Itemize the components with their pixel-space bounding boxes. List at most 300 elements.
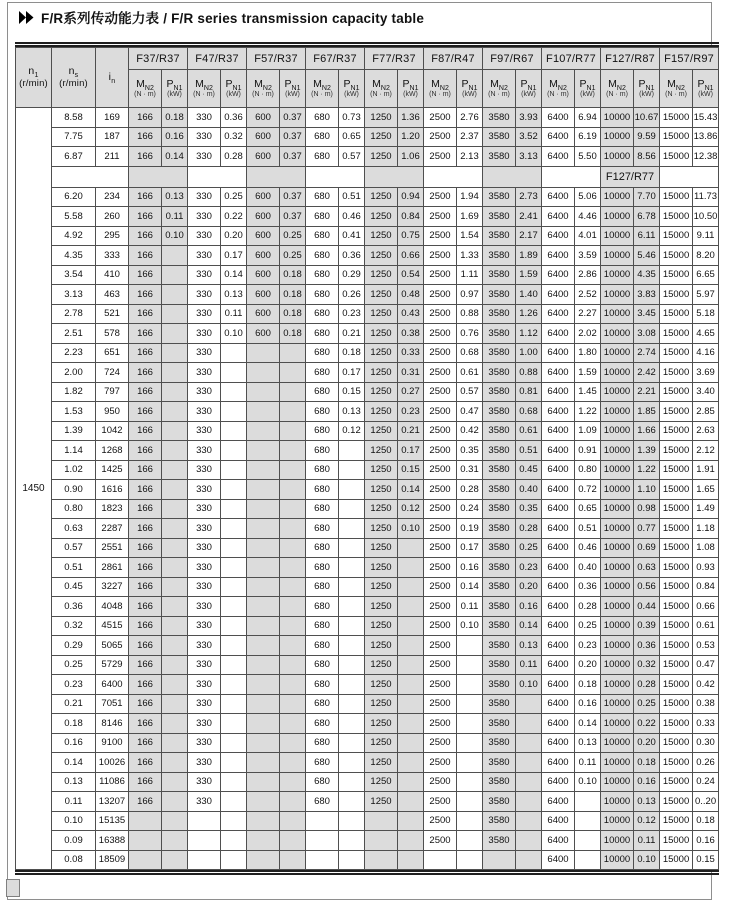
pn1-cell (339, 538, 365, 558)
pn1-cell (221, 421, 247, 441)
pn1-cell: 0.22 (634, 714, 660, 734)
pn1-cell: 0.28 (221, 147, 247, 167)
mn2-cell: 2500 (424, 831, 457, 851)
mn2-cell: 680 (306, 538, 339, 558)
table-row (16, 733, 719, 753)
pn1-subheader: $P_{N1}$ (kW) (575, 70, 601, 108)
mn2-cell: 680 (306, 480, 339, 500)
mn2-cell: 330 (188, 304, 221, 324)
mn2-cell: 10000 (601, 187, 634, 207)
pn1-cell: 0.18 (634, 753, 660, 773)
mn2-cell: 10000 (601, 265, 634, 285)
pn1-cell (398, 577, 424, 597)
mn2-cell: 15000 (660, 441, 693, 461)
pn1-cell (516, 850, 542, 870)
mn2-cell: 680 (306, 226, 339, 246)
pn1-cell: 0.17 (221, 246, 247, 266)
in-cell: 15135 (96, 811, 129, 831)
mn2-cell: 1250 (365, 636, 398, 656)
pn1-cell: 0.24 (693, 772, 719, 792)
pn1-cell (339, 811, 365, 831)
pn1-cell: 3.93 (516, 108, 542, 128)
in-cell: 11086 (96, 772, 129, 792)
pn1-cell: 1.45 (575, 382, 601, 402)
pn1-cell: 0.36 (221, 108, 247, 128)
pn1-cell: 1.18 (693, 519, 719, 539)
mn2-cell (247, 558, 280, 578)
pn1-cell: 0.10 (457, 616, 483, 636)
pn1-cell: 0.72 (575, 480, 601, 500)
mn2-cell: 166 (129, 187, 162, 207)
mn2-cell: 15000 (660, 127, 693, 147)
pn1-cell: 0.46 (339, 207, 365, 227)
mn2-cell: 2500 (424, 558, 457, 578)
mn2-cell: 3580 (483, 811, 516, 831)
mn2-cell: 15000 (660, 304, 693, 324)
mn2-cell: 3580 (483, 733, 516, 753)
mn2-cell: 330 (188, 499, 221, 519)
pn1-cell: 0.57 (457, 382, 483, 402)
pn1-cell (457, 636, 483, 656)
pn1-cell: 0.16 (575, 694, 601, 714)
ns-cell: 0.29 (52, 636, 96, 656)
separator-merged-cell (188, 166, 247, 187)
mn2-cell: 15000 (660, 850, 693, 870)
pn1-cell (516, 714, 542, 734)
table-row (16, 441, 719, 461)
column-group-header-f127-r87: F127/R87 (601, 48, 660, 70)
pn1-cell (457, 655, 483, 675)
mn2-cell: 1250 (365, 558, 398, 578)
mn2-cell: 6400 (542, 421, 575, 441)
in-cell: 10026 (96, 753, 129, 773)
pn1-cell: 0.15 (339, 382, 365, 402)
mn2-cell: 1250 (365, 480, 398, 500)
ns-cell: 0.80 (52, 499, 96, 519)
pn1-cell (162, 558, 188, 578)
pn1-cell: 0.40 (575, 558, 601, 578)
mn2-cell: 10000 (601, 108, 634, 128)
pn1-cell: 2.74 (634, 343, 660, 363)
mn2-cell: 1250 (365, 499, 398, 519)
mn2-cell: 2500 (424, 226, 457, 246)
pn1-cell (575, 792, 601, 812)
table-row (16, 402, 719, 422)
pn1-cell (398, 753, 424, 773)
mn2-cell: 600 (247, 265, 280, 285)
mn2-cell: 10000 (601, 421, 634, 441)
in-cell: 4515 (96, 616, 129, 636)
mn2-cell: 15000 (660, 655, 693, 675)
mn2-cell: 3580 (483, 460, 516, 480)
mn2-cell: 166 (129, 558, 162, 578)
mn2-cell: 330 (188, 519, 221, 539)
pn1-cell (221, 636, 247, 656)
pn1-cell: 0.13 (575, 733, 601, 753)
pn1-cell: 0.37 (280, 108, 306, 128)
pn1-cell: 0.68 (457, 343, 483, 363)
pn1-cell: 0.17 (457, 538, 483, 558)
pn1-cell: 0.18 (280, 304, 306, 324)
pn1-cell: 1.80 (575, 343, 601, 363)
mn2-cell: 2500 (424, 421, 457, 441)
mn2-cell (247, 343, 280, 363)
pn1-cell: 5.50 (575, 147, 601, 167)
table-row (16, 811, 719, 831)
mn2-cell (247, 460, 280, 480)
mn2-cell: 2500 (424, 519, 457, 539)
pn1-cell (575, 811, 601, 831)
mn2-cell: 15000 (660, 147, 693, 167)
pn1-cell (280, 538, 306, 558)
pn1-cell (162, 324, 188, 344)
mn2-cell: 1250 (365, 714, 398, 734)
pn1-cell: 1.91 (693, 460, 719, 480)
mn2-cell: 10000 (601, 226, 634, 246)
mn2-cell: 6400 (542, 694, 575, 714)
mn2-cell: 10000 (601, 675, 634, 695)
mn2-cell (247, 597, 280, 617)
pn1-cell: 0.91 (575, 441, 601, 461)
in-cell: 1268 (96, 441, 129, 461)
pn1-cell: 0.15 (398, 460, 424, 480)
mn2-cell: 600 (247, 304, 280, 324)
ns-cell: 2.00 (52, 363, 96, 383)
mn2-cell: 10000 (601, 597, 634, 617)
pn1-cell: 0.66 (693, 597, 719, 617)
pn1-cell: 0.37 (280, 187, 306, 207)
mn2-cell: 6400 (542, 285, 575, 305)
mn2-cell: 1250 (365, 285, 398, 305)
mn2-cell: 2500 (424, 108, 457, 128)
pn1-cell: 9.59 (634, 127, 660, 147)
pn1-cell: 0.15 (693, 850, 719, 870)
mn2-cell: 3580 (483, 324, 516, 344)
pn1-cell: 0.93 (693, 558, 719, 578)
mn2-cell: 15000 (660, 675, 693, 695)
pn1-cell: 0.16 (457, 558, 483, 578)
ns-cell: 6.87 (52, 147, 96, 167)
mn2-cell: 6400 (542, 499, 575, 519)
ns-cell: 0.10 (52, 811, 96, 831)
mn2-cell: 166 (129, 655, 162, 675)
pn1-cell: 1.22 (575, 402, 601, 422)
mn2-cell: 1250 (365, 441, 398, 461)
pn1-cell: 0.14 (575, 714, 601, 734)
table-row (16, 714, 719, 734)
pn1-cell: 6.11 (634, 226, 660, 246)
pn1-cell (162, 694, 188, 714)
pn1-cell: 0.13 (162, 187, 188, 207)
next-section-cut-square (6, 879, 20, 897)
pn1-cell: 5.06 (575, 187, 601, 207)
pn1-cell (339, 753, 365, 773)
pn1-cell (162, 460, 188, 480)
pn1-cell: 0.37 (280, 147, 306, 167)
pn1-cell: 0.40 (516, 480, 542, 500)
mn2-cell: 2500 (424, 402, 457, 422)
ns-cell: 0.16 (52, 733, 96, 753)
mn2-cell: 1250 (365, 127, 398, 147)
pn1-cell: 0..20 (693, 792, 719, 812)
pn1-cell (280, 636, 306, 656)
mn2-cell: 1250 (365, 792, 398, 812)
table-row (16, 285, 719, 305)
pn1-cell: 6.19 (575, 127, 601, 147)
ns-cell: 0.09 (52, 831, 96, 851)
mn2-cell: 6400 (542, 655, 575, 675)
pn1-cell (221, 655, 247, 675)
pn1-cell (339, 792, 365, 812)
pn1-cell (280, 480, 306, 500)
pn1-cell: 0.26 (339, 285, 365, 305)
mn2-cell: 6400 (542, 441, 575, 461)
pn1-cell (221, 811, 247, 831)
mn2-cell (247, 538, 280, 558)
mn2-cell: 3580 (483, 285, 516, 305)
pn1-cell (339, 441, 365, 461)
mn2-cell: 15000 (660, 519, 693, 539)
mn2-cell: 3580 (483, 694, 516, 714)
pn1-cell: 1.09 (575, 421, 601, 441)
mn2-cell: 15000 (660, 636, 693, 656)
mn2-cell: 680 (306, 108, 339, 128)
mn2-cell: 330 (188, 127, 221, 147)
mn2-cell: 6400 (542, 480, 575, 500)
mn2-cell: 330 (188, 265, 221, 285)
mn2-cell (247, 519, 280, 539)
pn1-cell (221, 714, 247, 734)
mn2-cell: 15000 (660, 108, 693, 128)
mn2-cell: 166 (129, 147, 162, 167)
pn1-cell: 0.21 (398, 421, 424, 441)
mn2-cell: 600 (247, 108, 280, 128)
mn2-cell: 3580 (483, 753, 516, 773)
pn1-subheader: $P_{N1}$ (kW) (339, 70, 365, 108)
mn2-cell: 330 (188, 147, 221, 167)
mn2-cell: 1250 (365, 324, 398, 344)
in-cell: 1425 (96, 460, 129, 480)
pn1-cell (280, 792, 306, 812)
table-row (16, 187, 719, 207)
mn2-cell (247, 577, 280, 597)
pn1-cell (339, 558, 365, 578)
table-row (16, 480, 719, 500)
pn1-cell: 0.11 (162, 207, 188, 227)
mn2-cell: 15000 (660, 363, 693, 383)
in-cell: 234 (96, 187, 129, 207)
mn2-cell: 166 (129, 480, 162, 500)
pn1-cell (162, 519, 188, 539)
pn1-cell: 8.20 (693, 246, 719, 266)
capacity-table (15, 47, 719, 870)
capacity-table-wrap (15, 42, 719, 875)
mn2-cell: 330 (188, 597, 221, 617)
mn2-cell: 166 (129, 363, 162, 383)
in-cell: 187 (96, 127, 129, 147)
pn1-cell (221, 577, 247, 597)
mn2-subheader: $M_{N2}$ (N · m) (601, 70, 634, 108)
pn1-cell (162, 675, 188, 695)
in-cell: 578 (96, 324, 129, 344)
in-cell: 950 (96, 402, 129, 422)
mn2-cell: 6400 (542, 226, 575, 246)
pn1-cell: 0.47 (693, 655, 719, 675)
pn1-cell: 0.20 (634, 733, 660, 753)
pn1-cell: 0.28 (516, 519, 542, 539)
pn1-cell: 0.12 (398, 499, 424, 519)
pn1-cell (162, 597, 188, 617)
mn2-cell (247, 675, 280, 695)
mn2-cell: 680 (306, 558, 339, 578)
mn2-cell (247, 655, 280, 675)
mn2-cell (247, 811, 280, 831)
mn2-cell: 680 (306, 343, 339, 363)
table-bottom-double-rule (15, 870, 719, 875)
pn1-cell: 1.65 (693, 480, 719, 500)
pn1-cell (457, 772, 483, 792)
pn1-cell: 0.35 (457, 441, 483, 461)
ns-cell: 1.02 (52, 460, 96, 480)
pn1-cell: 3.13 (516, 147, 542, 167)
n1-value: 1450 (16, 108, 52, 870)
pn1-cell: 0.18 (162, 108, 188, 128)
mn2-cell: 166 (129, 285, 162, 305)
mn2-cell (306, 850, 339, 870)
pn1-cell: 0.51 (575, 519, 601, 539)
pn1-cell (280, 655, 306, 675)
pn1-cell: 1.40 (516, 285, 542, 305)
separator-merged-cell (365, 166, 424, 187)
mn2-cell: 600 (247, 246, 280, 266)
pn1-cell: 6.65 (693, 265, 719, 285)
mn2-subheader: $M_{N2}$ (N · m) (660, 70, 693, 108)
mn2-cell (247, 792, 280, 812)
pn1-cell: 0.77 (634, 519, 660, 539)
mn2-cell: 15000 (660, 187, 693, 207)
in-cell: 5065 (96, 636, 129, 656)
pn1-cell (516, 733, 542, 753)
pn1-cell: 0.16 (516, 597, 542, 617)
mn2-cell (247, 753, 280, 773)
pn1-cell: 0.80 (575, 460, 601, 480)
pn1-cell: 2.02 (575, 324, 601, 344)
mn2-cell: 6400 (542, 792, 575, 812)
pn1-cell: 0.61 (693, 616, 719, 636)
table-row (16, 831, 719, 851)
mn2-cell: 680 (306, 636, 339, 656)
pn1-cell: 0.46 (575, 538, 601, 558)
mn2-cell: 1250 (365, 187, 398, 207)
pn1-cell: 1.00 (516, 343, 542, 363)
mn2-cell: 6400 (542, 324, 575, 344)
pn1-cell: 0.36 (634, 636, 660, 656)
mn2-cell: 6400 (542, 382, 575, 402)
title-arrow-icon (19, 11, 34, 24)
pn1-cell: 0.76 (457, 324, 483, 344)
mn2-cell: 600 (247, 147, 280, 167)
pn1-cell: 0.51 (516, 441, 542, 461)
pn1-cell: 1.85 (634, 402, 660, 422)
in-cell: 13207 (96, 792, 129, 812)
mn2-cell: 2500 (424, 187, 457, 207)
mn2-cell: 10000 (601, 694, 634, 714)
pn1-cell (162, 343, 188, 363)
table-row (16, 792, 719, 812)
mn2-cell: 2500 (424, 636, 457, 656)
mn2-cell: 1250 (365, 694, 398, 714)
pn1-cell (575, 850, 601, 870)
pn1-cell: 1.12 (516, 324, 542, 344)
mn2-cell: 3580 (483, 831, 516, 851)
mn2-cell (247, 363, 280, 383)
pn1-subheader: $P_{N1}$ (kW) (162, 70, 188, 108)
mn2-cell: 680 (306, 460, 339, 480)
pn1-cell (398, 831, 424, 851)
mn2-cell (247, 402, 280, 422)
mn2-cell: 680 (306, 577, 339, 597)
pn1-cell (280, 772, 306, 792)
mn2-cell: 1250 (365, 772, 398, 792)
mn2-cell: 166 (129, 324, 162, 344)
pn1-cell: 0.75 (398, 226, 424, 246)
mn2-cell: 1250 (365, 597, 398, 617)
mn2-cell: 680 (306, 519, 339, 539)
pn1-cell: 0.44 (634, 597, 660, 617)
pn1-cell (398, 538, 424, 558)
mn2-cell: 10000 (601, 850, 634, 870)
mn2-cell: 1250 (365, 753, 398, 773)
pn1-cell (516, 694, 542, 714)
pn1-cell (398, 733, 424, 753)
pn1-cell: 1.54 (457, 226, 483, 246)
in-cell: 1823 (96, 499, 129, 519)
mn2-cell: 2500 (424, 343, 457, 363)
mn2-cell: 330 (188, 480, 221, 500)
pn1-cell: 0.33 (398, 343, 424, 363)
mn2-cell: 680 (306, 421, 339, 441)
mn2-cell: 10000 (601, 792, 634, 812)
pn1-cell: 1.22 (634, 460, 660, 480)
mn2-cell: 680 (306, 675, 339, 695)
table-row (16, 675, 719, 695)
pn1-cell: 0.20 (575, 655, 601, 675)
mn2-cell: 6400 (542, 187, 575, 207)
mn2-cell: 3580 (483, 577, 516, 597)
ns-cell: 0.11 (52, 792, 96, 812)
pn1-cell: 0.14 (221, 265, 247, 285)
mn2-cell: 166 (129, 792, 162, 812)
mn2-cell: 15000 (660, 382, 693, 402)
mn2-cell: 1250 (365, 382, 398, 402)
pn1-cell (221, 363, 247, 383)
pn1-cell (280, 714, 306, 734)
pn1-cell: 0.14 (162, 147, 188, 167)
pn1-cell: 1.11 (457, 265, 483, 285)
pn1-cell (221, 597, 247, 617)
pn1-subheader: $P_{N1}$ (kW) (398, 70, 424, 108)
pn1-cell (221, 343, 247, 363)
pn1-cell (162, 577, 188, 597)
pn1-cell: 0.18 (339, 343, 365, 363)
mn2-cell: 15000 (660, 421, 693, 441)
table-row (16, 538, 719, 558)
mn2-cell: 15000 (660, 714, 693, 734)
mn2-cell: 15000 (660, 753, 693, 773)
mn2-cell: 330 (188, 772, 221, 792)
pn1-cell (398, 714, 424, 734)
mn2-cell (247, 499, 280, 519)
